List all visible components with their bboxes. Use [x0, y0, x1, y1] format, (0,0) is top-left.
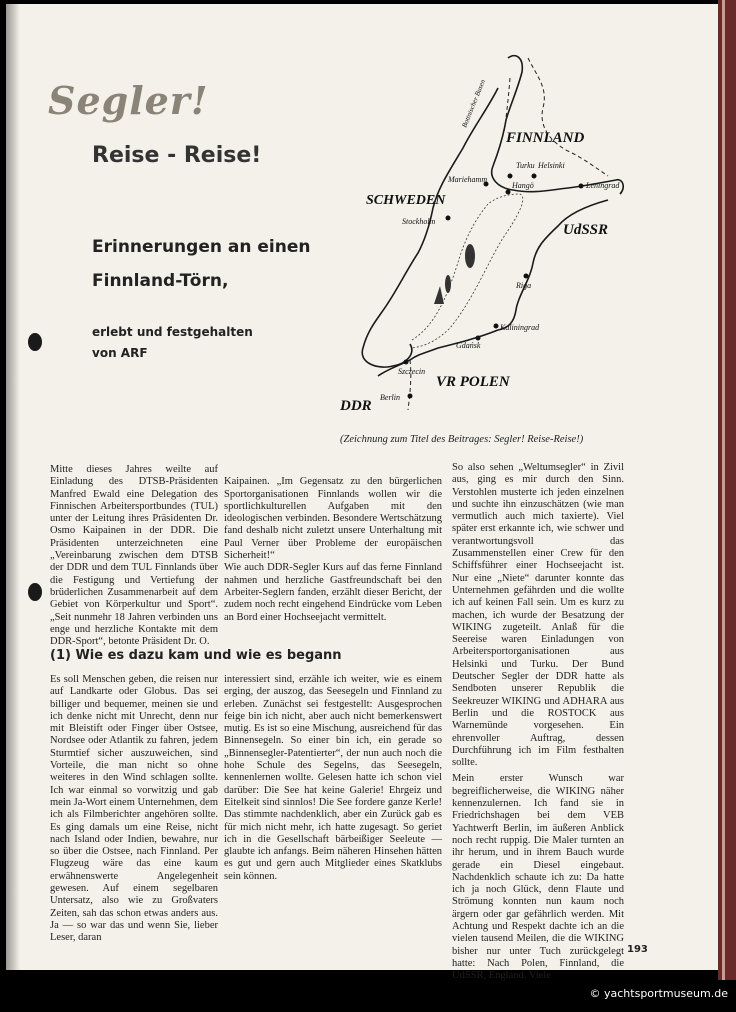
article-title: Segler! — [48, 78, 209, 123]
book-spine — [718, 0, 736, 980]
label-berlin: Berlin — [380, 393, 400, 402]
body-paragraph-4: Mein erster Wunsch war begreiflicherweise, die WIKING näher kennenzulernen. Ich fand sie in Friedrichshagen bei dem VEB Yachtwerft Berlin, im äußeren Anblick noch recht ruppig. Die Maler turnten an ihr herum, und in ihrem Bauch wurde gerade ein Diesel eingebaut. Nachdenklich schaute ich zu: Da hatte ich ja noch Glück, denn Flaute und Strömung konnten nun kaum noch ärgern oder gar gefährlich werden. Mit Achtung und Respekt dachte ich an die vielen tausend Meilen, die die WIKING bisher nur unter Tuch zurückgelegt hatte: Nach Polen, Finnland, die UdSSR, England. Viele — [452, 773, 624, 982]
label-vrpolen: VR POLEN — [436, 374, 510, 390]
article-body-column-3 — [452, 462, 624, 982]
binder-hole — [28, 333, 42, 351]
article-intro-column-1 — [50, 464, 218, 648]
label-kaliningrad: Kaliningrad — [500, 323, 540, 332]
article-subtitle: Reise - Reise! — [92, 143, 262, 168]
intro-paragraph-2: Kaipainen. „Im Gegensatz zu den bürgerlichen Sportorganisationen Finnlands wollen wir die sportlichkulturellen Aufgaben mit den ideologischen verbinden. Besondere Wertschätzung fand deshalb nicht zuletzt unsere Unterhaltung mit Paul Verner über Probleme der europäischen Sicherheit!“ Wie auch DDR-Segler Kurs auf das ferne Finnland nahmen und herzliche Gastfreundschaft bei den Arbeiter-Seglern fanden, erzählt dieser Bericht, der zudem noch recht eingehend Eindrücke vom Leben an Bord einer Hochseejacht vermittelt. — [224, 476, 442, 623]
baltic-route-map — [338, 48, 638, 430]
headline-line-1: Erinnerungen an einen — [92, 237, 311, 257]
article-headline — [92, 230, 310, 298]
coast-sweden — [362, 88, 498, 367]
city-dot-hango — [506, 190, 511, 195]
label-riga: Riga — [516, 281, 532, 290]
city-dot-stockholm — [446, 216, 451, 221]
label-stockholm: Stockholm — [402, 217, 436, 226]
body-paragraph-3: So also sehen „Weltumsegler“ in Zivil aus, ging es mir durch den Sinn. Verstohlen musterte ich jeden einzelnen und suchte ihn einzuschätzen (wie man vermutlich auch mich taxierte). Viel später erst erkannte ich, wie schwer und verantwortungsvoll das Zusammenstellen einer Crew für den Schiffsführer einer Hochseejacht ist. Nur eine „Niete“ darunter konnte das Unternehmen gefährden und die wollte ich auf keinen Fall sein. Um es kurz zu machen, ich wurde der Besatzung der WIKING zugeteilt. Anlaß für die Seereise waren Einladungen von Arbeitersportorganisationen aus Helsinki und Turku. Der Bund Deutscher Segler der DDR hatte als Sendboten unserer Republik die Seekreuzer WIKING und ADHARA aus Berlin und die ROSTOCK aus Warnemünde vorgesehen. Ein ehrenvoller Auftrag, dessen Durchführung ich im Film festhalten sollte. — [452, 462, 624, 769]
label-hango: Hangö — [512, 181, 534, 190]
section-heading: (1) Wie es dazu kam und wie es begann — [50, 648, 342, 663]
watermark: © yachtsportmuseum.de — [589, 987, 728, 1000]
body-paragraph-1: Es soll Menschen geben, die reisen nur auf Landkarte oder Globus. Das sei billiger und bequemer, meinen sie und ich denke nicht mit Unrecht, denn nur mit Bleistift oder Finger über Ostsee, Nordsee oder Atlantik zu fahren, jedem Sturmtief sicher auszuweichen, sind Vorteile, die man nicht so ohne weiteres in den Wind schlagen sollte. Ich war einmal so vorwitzig und gab mein Ja-Wort einem Unternehmen, dem ich als Filmberichter angehören sollte. Es ging damals um eine Reise, nicht nach Island oder Indien, bewahre, nur so über die Ostsee, nach Finnland. Per Flugzeug wäre das eine kaum erwähnenswerte Angelegenheit gewesen. Auf einem segelbaren Untersatz, also wie zu Großvaters Zeiten, sah das schon etwas anders aus. Ja — so war das und wenn Sie, lieber Leser, daran — [50, 674, 218, 944]
city-dot-riga — [524, 274, 529, 279]
city-dot-szczecin — [404, 360, 409, 365]
sailboat-icon — [434, 286, 444, 304]
binder-hole — [28, 583, 42, 601]
body-paragraph-2: interessiert sind, erzähle ich weiter, wie es einem erging, der auszog, das Seesegeln und Finnland zu erleben. Zunächst sei festgestellt: Ausgesprochen feige bin ich nicht, aber auch nicht bemerkenswert mutig. Es ist so eine Mischung, ausreichend für das Binnensegeln. So einer bin ich, ein gerade so „Binnensegler-Patentierter“, der nun auch noch die hohe Schule des Segelns, das Seesegeln, kennenlernen wollte. Gelesen hatte ich schon viel darüber: Die See hat keine Galerie! Ehrgeiz und Eitelkeit sind sinnlos! Die See fordere ganze Kerle! Das stimmte nachdenklich, aber ein Zurück gab es für mich nicht mehr, ich hatte zugesagt. So geriet ich in die Gesellschaft bärbeißiger Seeleute — glaubte ich anfangs. Beim näheren Hinsehen hätten es gut und gern auch Mitglieder eines Skatklubs sein können. — [224, 674, 442, 882]
city-dot-berlin — [408, 394, 413, 399]
map-caption: (Zeichnung zum Titel des Beitrages: Segler! Reise-Reise!) — [340, 434, 584, 445]
article-body-column-1 — [50, 674, 218, 945]
label-finnland: FINNLAND — [506, 130, 585, 146]
headline-line-2: Finnland-Törn, — [92, 271, 229, 291]
label-turku: Turku — [516, 161, 535, 170]
book-spine-stripe — [722, 0, 725, 980]
page-gutter-shadow — [6, 4, 20, 970]
article-body-column-2 — [224, 674, 442, 883]
city-dot-leningrad — [579, 184, 584, 189]
label-udssr: UdSSR — [563, 222, 609, 238]
label-ddr: DDR — [340, 398, 372, 414]
coast-poland — [410, 330, 498, 360]
island-gotland — [465, 244, 475, 268]
label-helsinki: Helsinki — [538, 161, 565, 170]
label-szczecin: Szczecin — [398, 367, 426, 376]
label-bottnischer-busen: Bottnischer Busen — [460, 78, 488, 129]
page-number: 193 — [627, 944, 648, 955]
island-oland — [445, 275, 451, 293]
city-dot-gdansk — [476, 336, 481, 341]
city-dot-helsinki — [532, 174, 537, 179]
byline-line-1: erlebt und festgehalten — [92, 325, 253, 339]
label-leningrad: Leningrad — [586, 181, 620, 190]
border-finland-udssr — [528, 58, 608, 176]
city-dot-kaliningrad — [494, 324, 499, 329]
article-byline — [92, 322, 253, 364]
intro-paragraph-1: Mitte dieses Jahres weilte auf Einladung des DTSB-Präsidenten Manfred Ewald eine Delegation des Finnischen Arbeitersportbundes (TUL) unter der Leitung ihres Präsidenten Dr. Osmo Kaipainen in der DDR. Die Präsidenten unterzeichneten eine „Vereinbarung zwischen dem DTSB der DDR und dem TUL Finnlands über die Festigung und Vertiefung der brüderlichen Zusammenarbeit auf dem Gebiet von Körperkultur und Sport“. „Seit nunmehr 18 Jahren verbinden uns enge und herzliche Kontakte mit dem DDR-Sport“, betonte Präsident Dr. O. — [50, 464, 218, 648]
label-schweden: SCHWEDEN — [366, 193, 446, 208]
label-gdansk: Gdańsk — [456, 341, 481, 350]
byline-line-2: von ARF — [92, 346, 148, 360]
city-dot-turku — [508, 174, 513, 179]
label-mariehamm: Mariehamm — [448, 175, 488, 184]
article-intro-column-2 — [224, 464, 442, 636]
